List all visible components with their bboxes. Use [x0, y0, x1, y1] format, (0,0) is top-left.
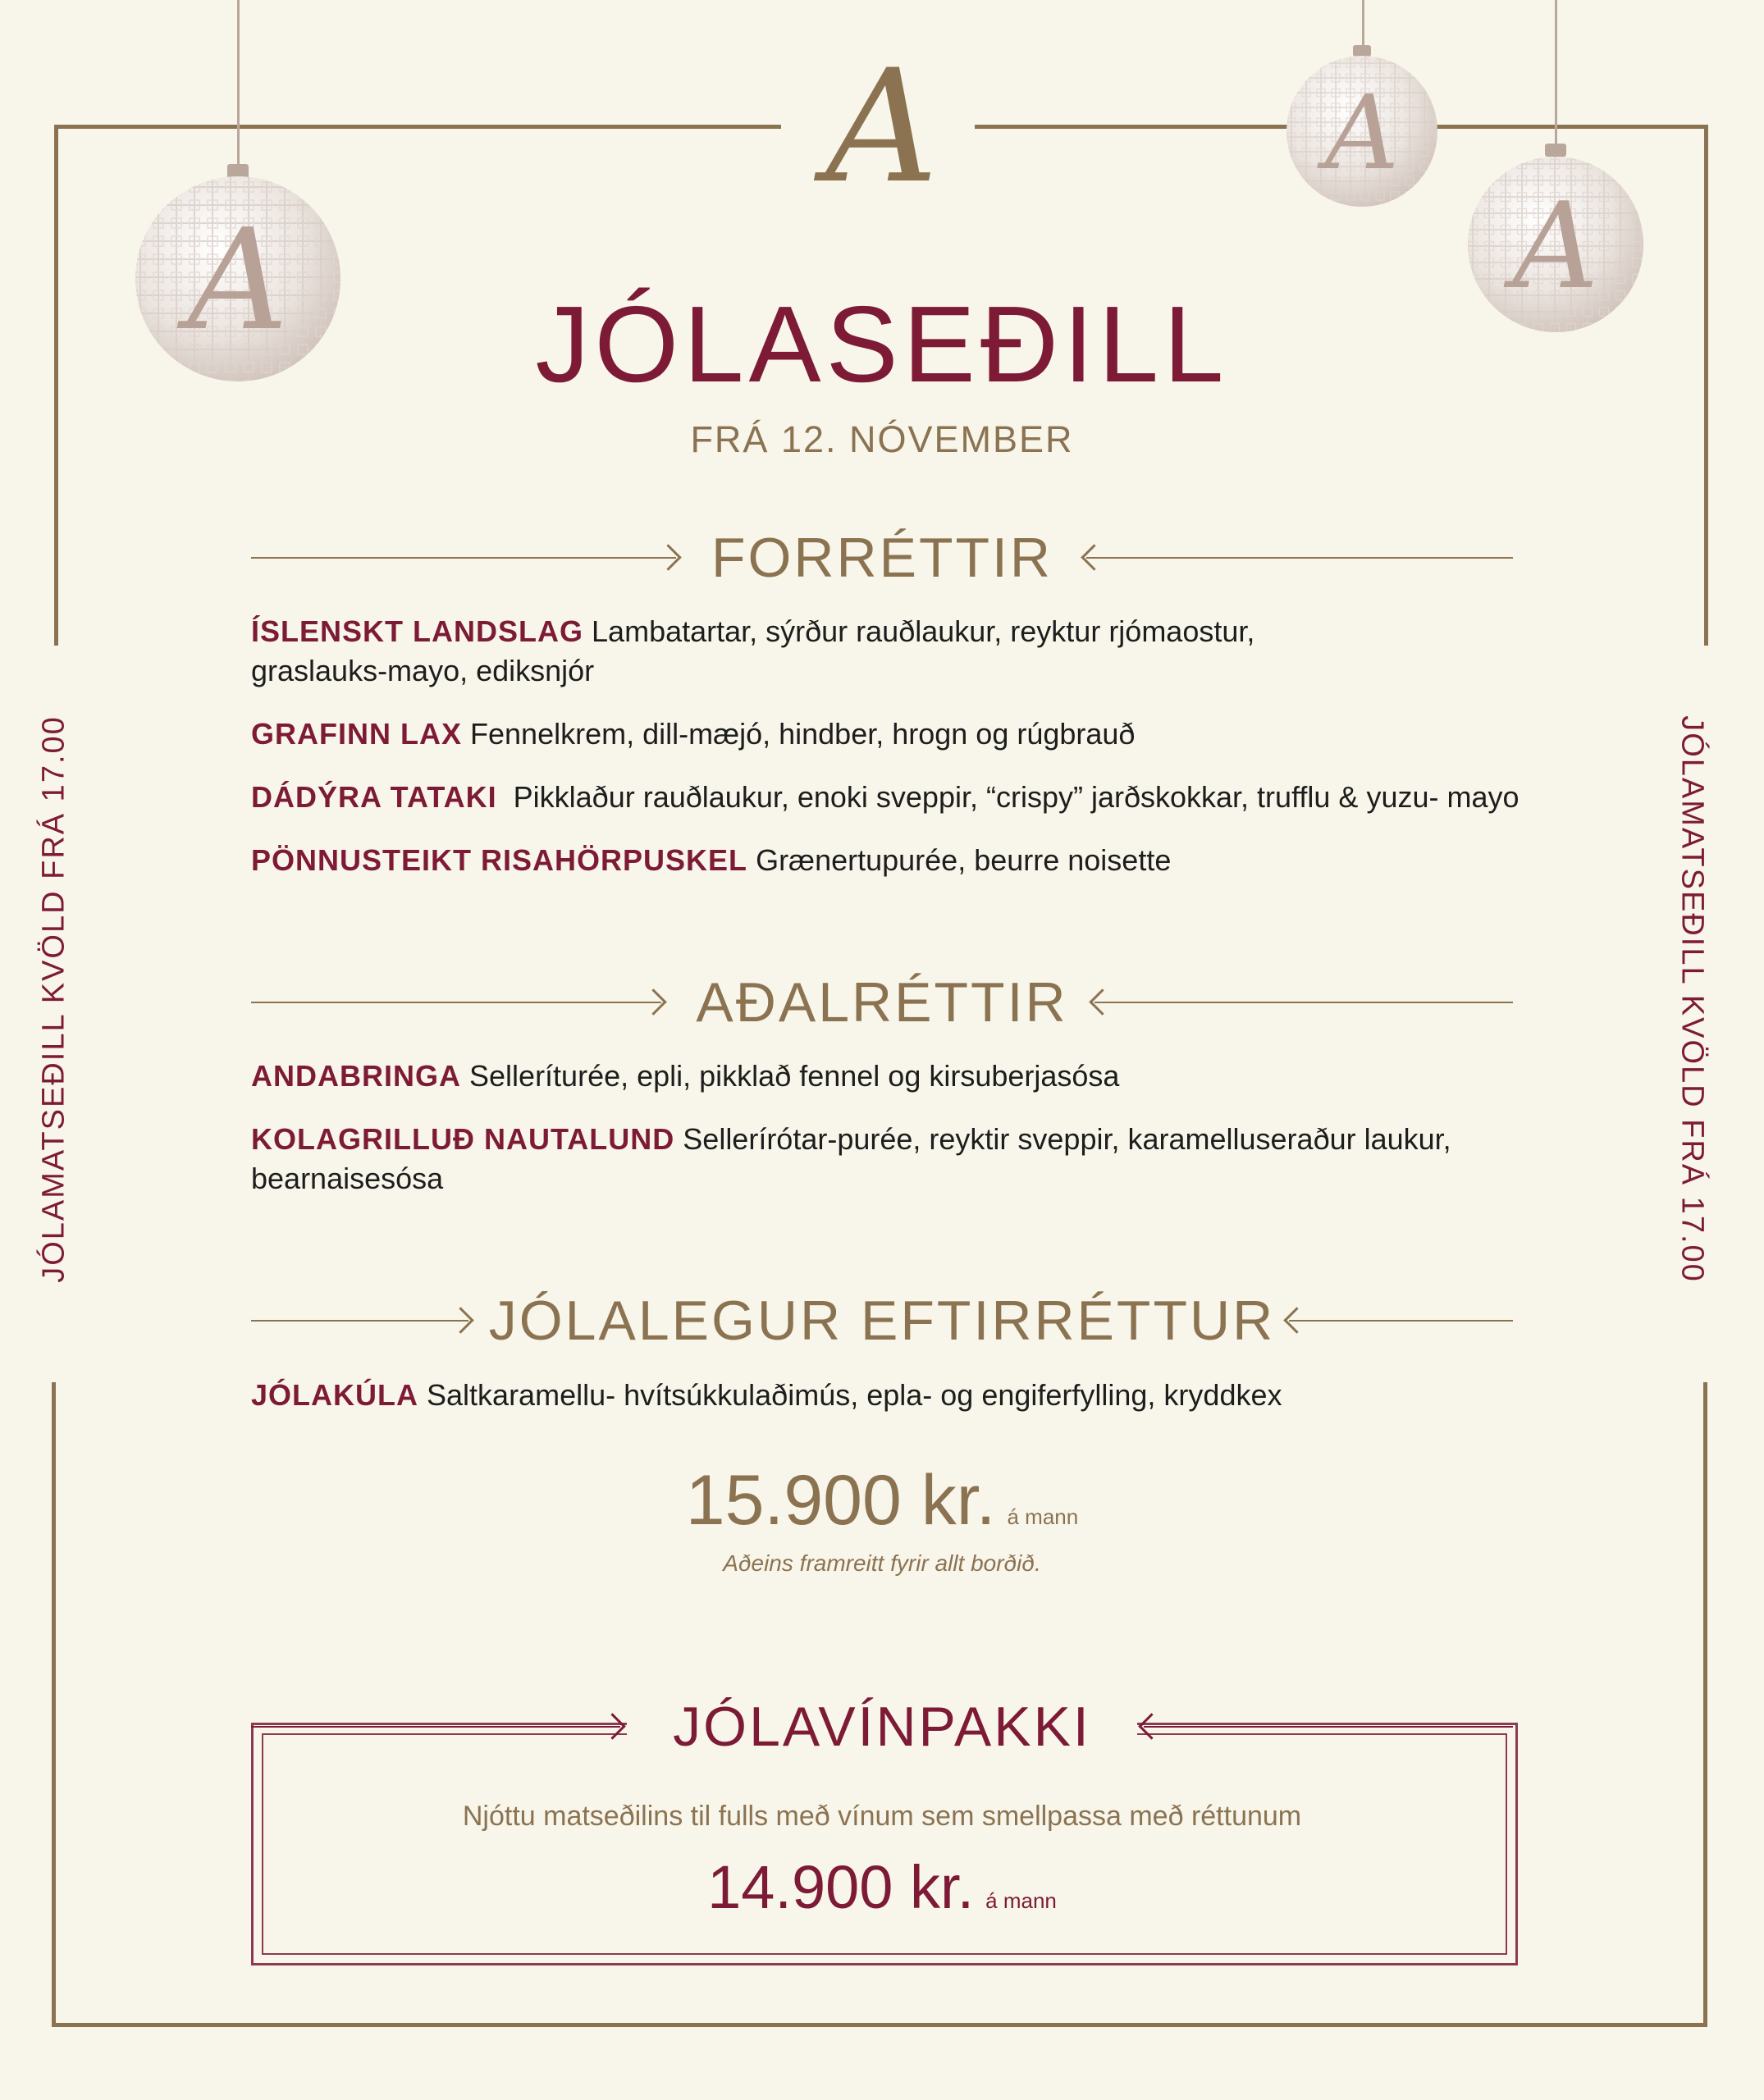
arrow-left-icon [1086, 557, 1513, 559]
dish-name: PÖNNUSTEIKT RISAHÖRPUSKEL [251, 843, 748, 877]
price-amount: 15.900 kr. [685, 1461, 996, 1540]
dish-description: Fennelkrem, dill-mæjó, hindber, hrogn og rúgbrauð [470, 717, 1136, 751]
section-title-wine: JÓLAVÍNPAKKI [673, 1696, 1091, 1758]
svg-text:A: A [1324, 74, 1400, 193]
wine-price [0, 1852, 1764, 1922]
restaurant-logo: A [825, 36, 939, 217]
side-text-left: JÓLAMATSEÐILL KVÖLD FRÁ 17.00 [36, 715, 71, 1283]
section-heading-mains [251, 966, 1513, 1039]
arrow-left-icon [1095, 1002, 1513, 1003]
ornament-string-left [237, 0, 240, 168]
wine-price-amount: 14.900 kr. [707, 1853, 975, 1921]
dish-description: Saltkaramellu- hvítsúkkulaðimús, epla- og engiferfylling, kryddkex [427, 1378, 1282, 1412]
ornament-string-right [1555, 0, 1557, 148]
dish-description-cont: bearnaisesósa [251, 1162, 444, 1195]
price-per-person: á mann [1007, 1504, 1079, 1529]
svg-text:A: A [187, 199, 289, 362]
page-subtitle: FRÁ 12. NÓVEMBER [690, 418, 1074, 460]
side-text-right: JÓLAMATSEÐILL KVÖLD FRÁ 17.00 [1675, 715, 1710, 1283]
dish-item [251, 1057, 1531, 1096]
dish-name: GRAFINN LAX [251, 717, 462, 751]
section-heading-starters [251, 521, 1513, 595]
dish-item [251, 714, 1531, 754]
section-heading-wine [251, 1690, 1513, 1764]
dish-description: Pikklaður rauðlaukur, enoki sveppir, “crispy” jarðskokkar, trufflu & yuzu- mayo [513, 780, 1520, 814]
dish-item [251, 1376, 1531, 1415]
dish-item [251, 841, 1531, 880]
wine-description: Njóttu matseðilins til fulls með vínum sem smellpassa með réttunum [462, 1801, 1302, 1832]
dish-item [251, 778, 1531, 817]
page-title: JÓLASEÐILL [535, 284, 1229, 404]
dish-description: Grænertupurée, beurre noisette [756, 843, 1172, 877]
wine-price-per-person: á mann [985, 1888, 1057, 1913]
dish-name: ÍSLENSKT LANDSLAG [251, 614, 584, 648]
section-heading-dessert [251, 1284, 1513, 1358]
dish-name: KOLAGRILLUÐ NAUTALUND [251, 1122, 675, 1156]
dish-name: ANDABRINGA [251, 1059, 461, 1093]
dish-name: DÁDÝRA TATAKI [251, 780, 497, 814]
dish-description: Selleríturée, epli, pikklað fennel og kirsuberjasósa [469, 1059, 1120, 1093]
menu-price [0, 1460, 1764, 1541]
frame-top-left [54, 125, 781, 129]
dish-description: Sellerírótar-purée, reyktir sveppir, karamelluseraður laukur, [683, 1122, 1451, 1156]
arrow-left-icon [1144, 1726, 1513, 1728]
dish-item [251, 612, 1531, 691]
price-note: Aðeins framreitt fyrir allt borðið. [723, 1550, 1041, 1576]
christmas-ornament-center-icon [1284, 41, 1440, 209]
section-title-starters: FORRÉTTIR [711, 527, 1053, 589]
dish-description: Lambatartar, sýrður rauðlaukur, reyktur rjómaostur, [592, 614, 1255, 648]
section-title-dessert: JÓLALEGUR EFTIRRÉTTUR [488, 1290, 1276, 1352]
svg-text:A: A [1512, 177, 1599, 316]
dish-item [251, 1120, 1531, 1198]
section-title-mains: AÐALRÉTTIR [696, 971, 1068, 1034]
frame-bottom [52, 2023, 1707, 2027]
dish-name: JÓLAKÚLA [251, 1378, 418, 1412]
dish-description-cont: graslauks-mayo, ediksnjór [251, 654, 595, 687]
arrow-left-icon [1289, 1320, 1513, 1322]
